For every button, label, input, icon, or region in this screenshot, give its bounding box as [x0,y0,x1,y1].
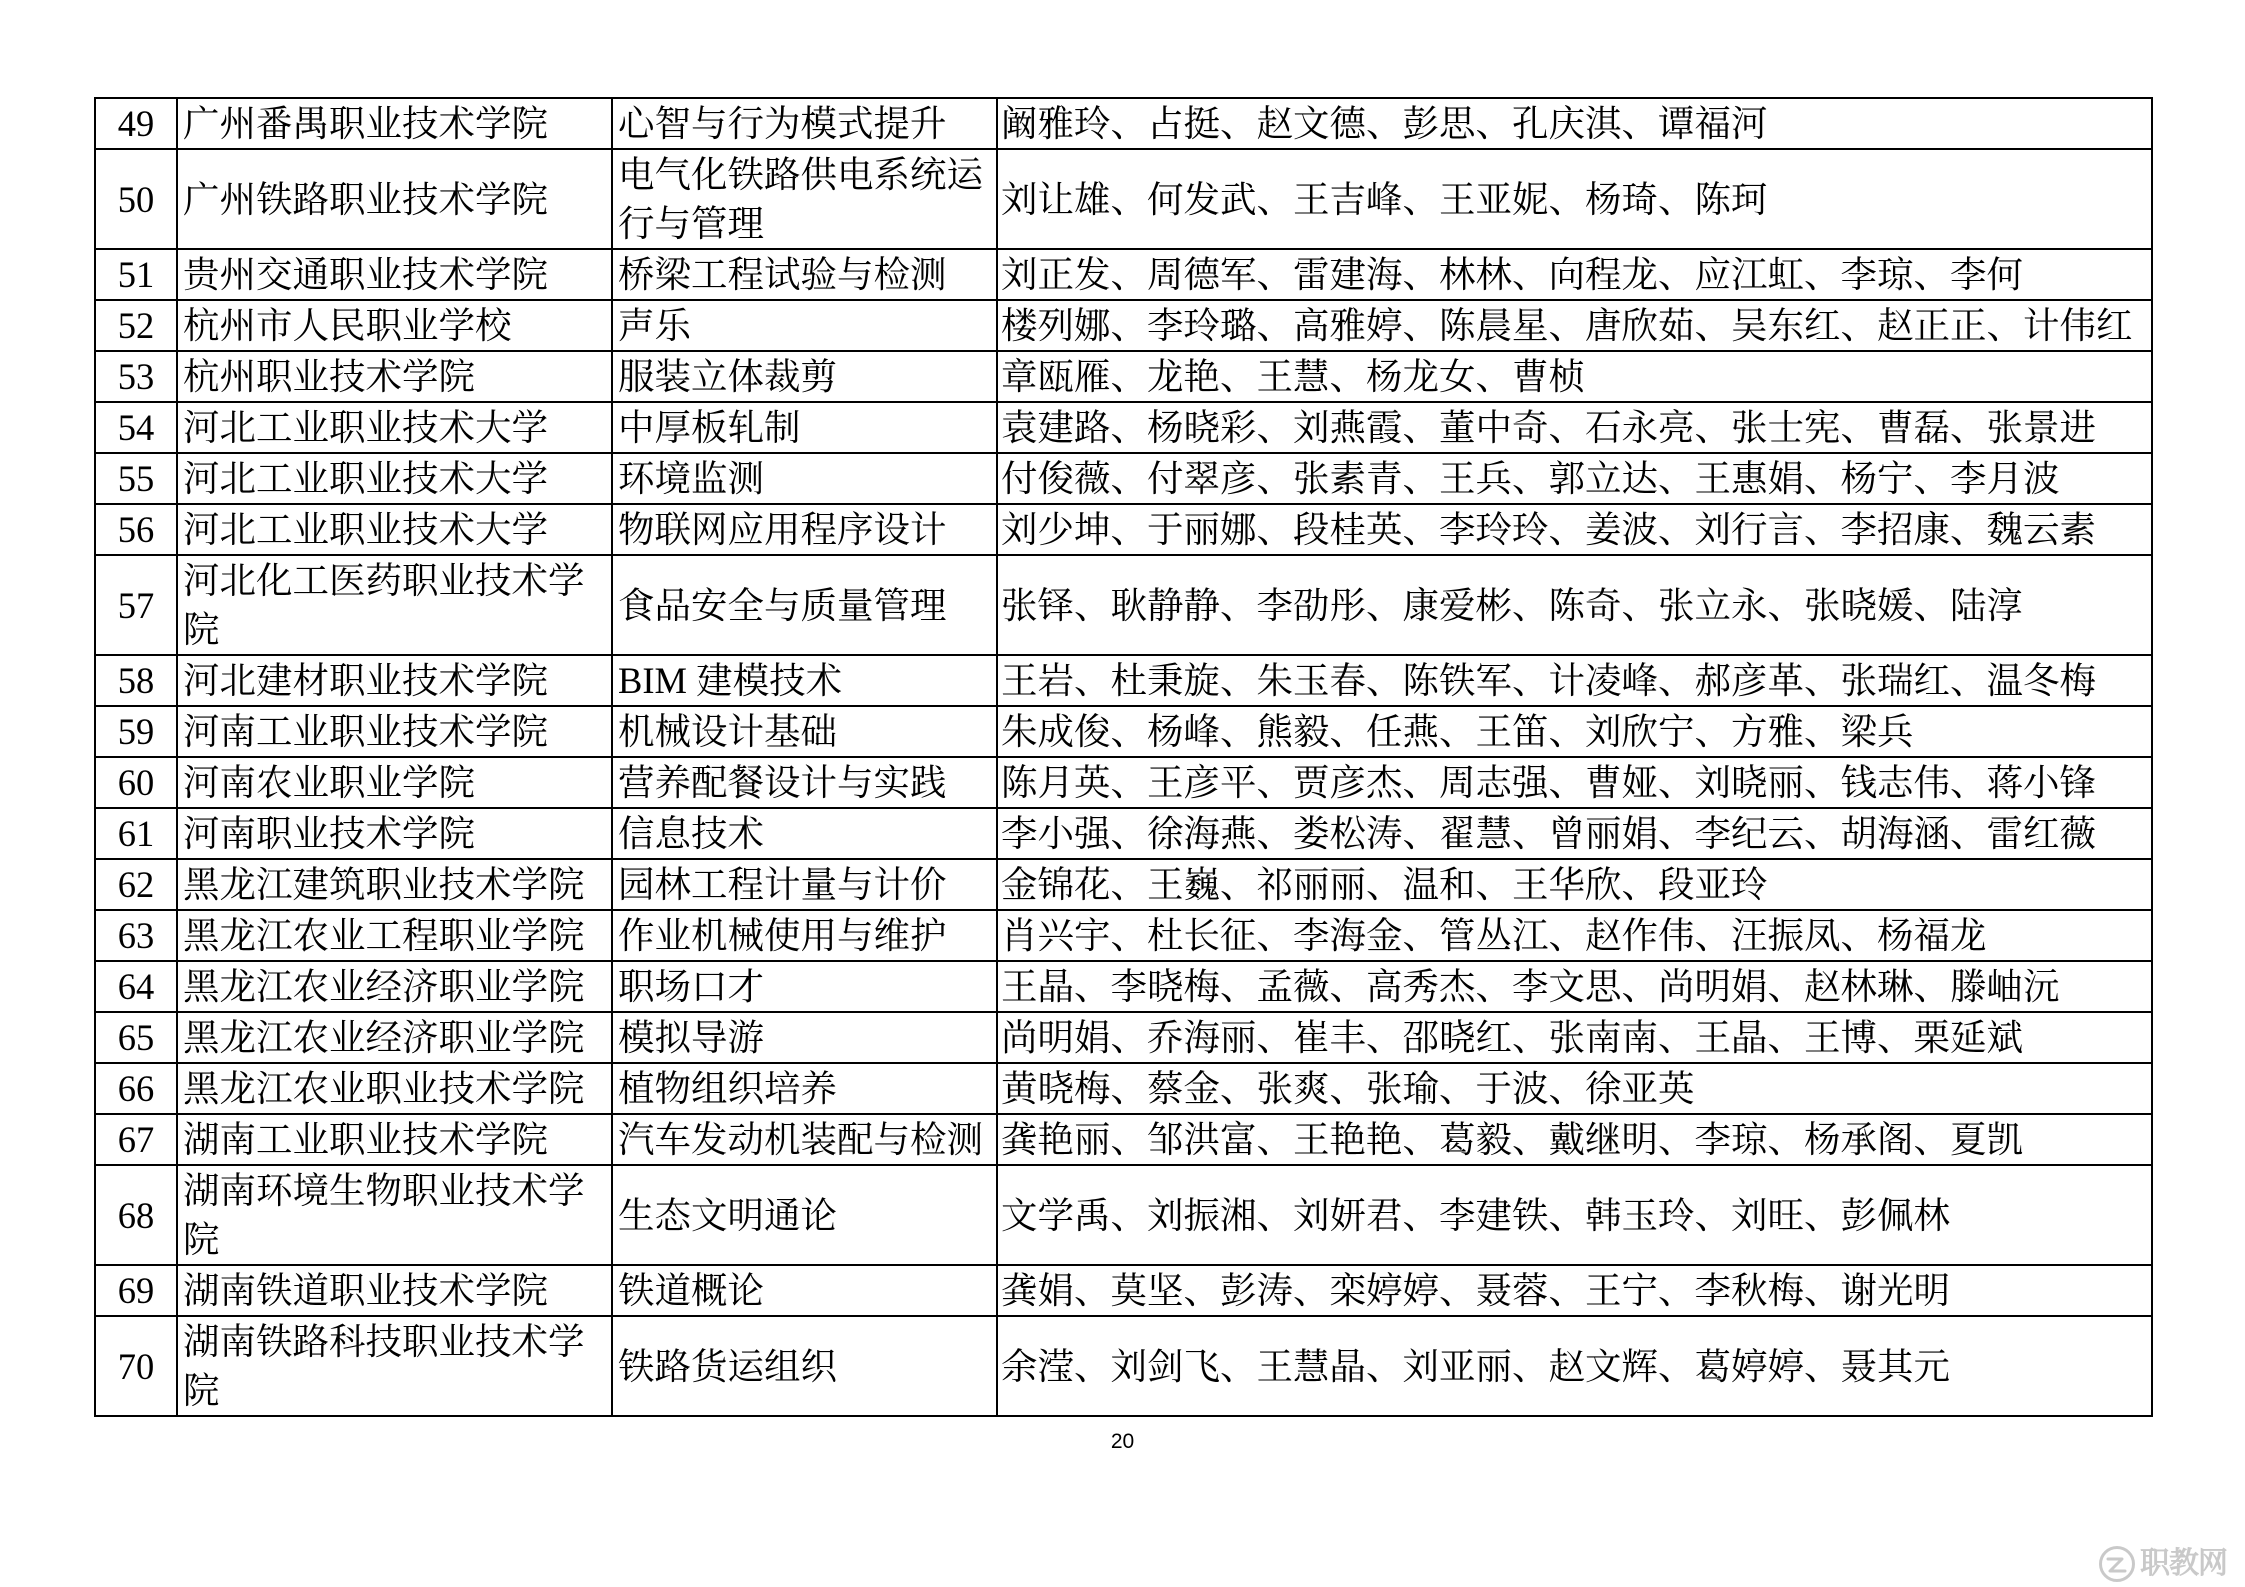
team-members: 袁建路、杨晓彩、刘燕霞、董中奇、石永亮、张士宪、曹磊、张景进 [997,402,2152,453]
school-name: 广州铁路职业技术学院 [177,149,612,249]
course-name: 植物组织培养 [612,1063,997,1114]
table-row [95,910,2152,961]
table-row [95,555,2152,655]
team-members: 章瓯雁、龙艳、王慧、杨龙女、曹桢 [997,351,2152,402]
watermark-text: 职教网 [2140,1546,2227,1581]
row-number: 69 [95,1265,177,1316]
page-number: 20 [1110,1430,1135,1453]
school-name: 黑龙江农业经济职业学院 [177,1012,612,1063]
table-row [95,402,2152,453]
course-name: 铁路货运组织 [612,1316,997,1416]
row-number: 56 [95,504,177,555]
watermark-logo-icon [2098,1545,2136,1583]
team-members: 王晶、李晓梅、孟薇、高秀杰、李文思、尚明娟、赵林琳、滕岫沅 [997,961,2152,1012]
course-name: 环境监测 [612,453,997,504]
course-name: BIM 建模技术 [612,655,997,706]
table-row [95,1063,2152,1114]
course-name: 信息技术 [612,808,997,859]
team-members: 肖兴宇、杜长征、李海金、管丛江、赵作伟、汪振凤、杨福龙 [997,910,2152,961]
team-members: 文学禹、刘振湘、刘妍君、李建铁、韩玉玲、刘旺、彭佩林 [997,1165,2152,1265]
school-name: 河北工业职业技术大学 [177,453,612,504]
team-members: 金锦花、王巍、祁丽丽、温和、王华欣、段亚玲 [997,859,2152,910]
row-number: 49 [95,98,177,149]
course-name: 汽车发动机装配与检测 [612,1114,997,1165]
team-members: 张铎、耿静静、李劭彤、康爱彬、陈奇、张立永、张晓媛、陆淳 [997,555,2152,655]
watermark-logo [2098,1543,2227,1585]
table-row [95,655,2152,706]
table-row [95,453,2152,504]
table-row [95,961,2152,1012]
row-number: 54 [95,402,177,453]
school-name: 河北化工医药职业技术学院 [177,555,612,655]
team-members: 刘少坤、于丽娜、段桂英、李玲玲、姜波、刘行言、李招康、魏云素 [997,504,2152,555]
course-name: 中厚板轧制 [612,402,997,453]
school-name: 广州番禺职业技术学院 [177,98,612,149]
row-number: 66 [95,1063,177,1114]
course-name: 电气化铁路供电系统运行与管理 [612,149,997,249]
team-members: 刘正发、周德军、雷建海、林林、向程龙、应江虹、李琼、李何 [997,249,2152,300]
course-name: 职场口才 [612,961,997,1012]
row-number: 59 [95,706,177,757]
school-name: 黑龙江农业工程职业学院 [177,910,612,961]
table-row [95,300,2152,351]
row-number: 57 [95,555,177,655]
row-number: 58 [95,655,177,706]
row-number: 67 [95,1114,177,1165]
table-row [95,1165,2152,1265]
course-name: 作业机械使用与维护 [612,910,997,961]
team-members: 楼列娜、李玲璐、高雅婷、陈晨星、唐欣茹、吴东红、赵正正、计伟红 [997,300,2152,351]
course-name: 铁道概论 [612,1265,997,1316]
row-number: 60 [95,757,177,808]
course-name: 服装立体裁剪 [612,351,997,402]
school-name: 河南农业职业学院 [177,757,612,808]
row-number: 61 [95,808,177,859]
table-row [95,1265,2152,1316]
school-name: 湖南铁道职业技术学院 [177,1265,612,1316]
team-members: 龚艳丽、邹洪富、王艳艳、葛毅、戴继明、李琼、杨承阁、夏凯 [997,1114,2152,1165]
table-row [95,1114,2152,1165]
row-number: 63 [95,910,177,961]
course-name: 物联网应用程序设计 [612,504,997,555]
course-name: 心智与行为模式提升 [612,98,997,149]
team-members: 陈月英、王彦平、贾彦杰、周志强、曹娅、刘晓丽、钱志伟、蒋小锋 [997,757,2152,808]
row-number: 65 [95,1012,177,1063]
team-members: 黄晓梅、蔡金、张爽、张瑜、于波、徐亚英 [997,1063,2152,1114]
school-name: 河南职业技术学院 [177,808,612,859]
school-name: 湖南铁路科技职业技术学院 [177,1316,612,1416]
school-name: 杭州市人民职业学校 [177,300,612,351]
team-members: 李小强、徐海燕、娄松涛、翟慧、曾丽娟、李纪云、胡海涵、雷红薇 [997,808,2152,859]
school-name: 杭州职业技术学院 [177,351,612,402]
school-name: 河南工业职业技术学院 [177,706,612,757]
school-name: 贵州交通职业技术学院 [177,249,612,300]
table-row [95,504,2152,555]
course-name: 模拟导游 [612,1012,997,1063]
row-number: 64 [95,961,177,1012]
school-name: 湖南工业职业技术学院 [177,1114,612,1165]
team-members: 龚娟、莫坚、彭涛、栾婷婷、聂蓉、王宁、李秋梅、谢光明 [997,1265,2152,1316]
row-number: 62 [95,859,177,910]
row-number: 55 [95,453,177,504]
school-name: 黑龙江农业职业技术学院 [177,1063,612,1114]
team-members: 王岩、杜秉旋、朱玉春、陈铁军、计凌峰、郝彦革、张瑞红、温冬梅 [997,655,2152,706]
team-members: 余滢、刘剑飞、王慧晶、刘亚丽、赵文辉、葛婷婷、聂其元 [997,1316,2152,1416]
course-name: 生态文明通论 [612,1165,997,1265]
course-name: 机械设计基础 [612,706,997,757]
table-row [95,1316,2152,1416]
team-members: 朱成俊、杨峰、熊毅、任燕、王笛、刘欣宁、方雅、梁兵 [997,706,2152,757]
team-members: 尚明娟、乔海丽、崔丰、邵晓红、张南南、王晶、王博、栗延斌 [997,1012,2152,1063]
course-name: 食品安全与质量管理 [612,555,997,655]
school-name: 湖南环境生物职业技术学院 [177,1165,612,1265]
table-row [95,351,2152,402]
course-name: 桥梁工程试验与检测 [612,249,997,300]
table-row [95,1012,2152,1063]
award-list-table [94,97,2153,1417]
course-name: 营养配餐设计与实践 [612,757,997,808]
table-row [95,149,2152,249]
row-number: 52 [95,300,177,351]
table-row [95,98,2152,149]
school-name: 河北工业职业技术大学 [177,402,612,453]
row-number: 51 [95,249,177,300]
table-row [95,706,2152,757]
table-row [95,859,2152,910]
table-row [95,757,2152,808]
row-number: 50 [95,149,177,249]
course-name: 园林工程计量与计价 [612,859,997,910]
team-members: 刘让雄、何发武、王吉峰、王亚妮、杨琦、陈珂 [997,149,2152,249]
team-members: 付俊薇、付翠彦、张素青、王兵、郭立达、王惠娟、杨宁、李月波 [997,453,2152,504]
school-name: 河北建材职业技术学院 [177,655,612,706]
table-row [95,808,2152,859]
row-number: 53 [95,351,177,402]
table-body [95,98,2152,1416]
row-number: 68 [95,1165,177,1265]
table-row [95,249,2152,300]
school-name: 河北工业职业技术大学 [177,504,612,555]
team-members: 阚雅玲、占挺、赵文德、彭思、孔庆淇、谭福河 [997,98,2152,149]
row-number: 70 [95,1316,177,1416]
course-name: 声乐 [612,300,997,351]
school-name: 黑龙江建筑职业技术学院 [177,859,612,910]
school-name: 黑龙江农业经济职业学院 [177,961,612,1012]
